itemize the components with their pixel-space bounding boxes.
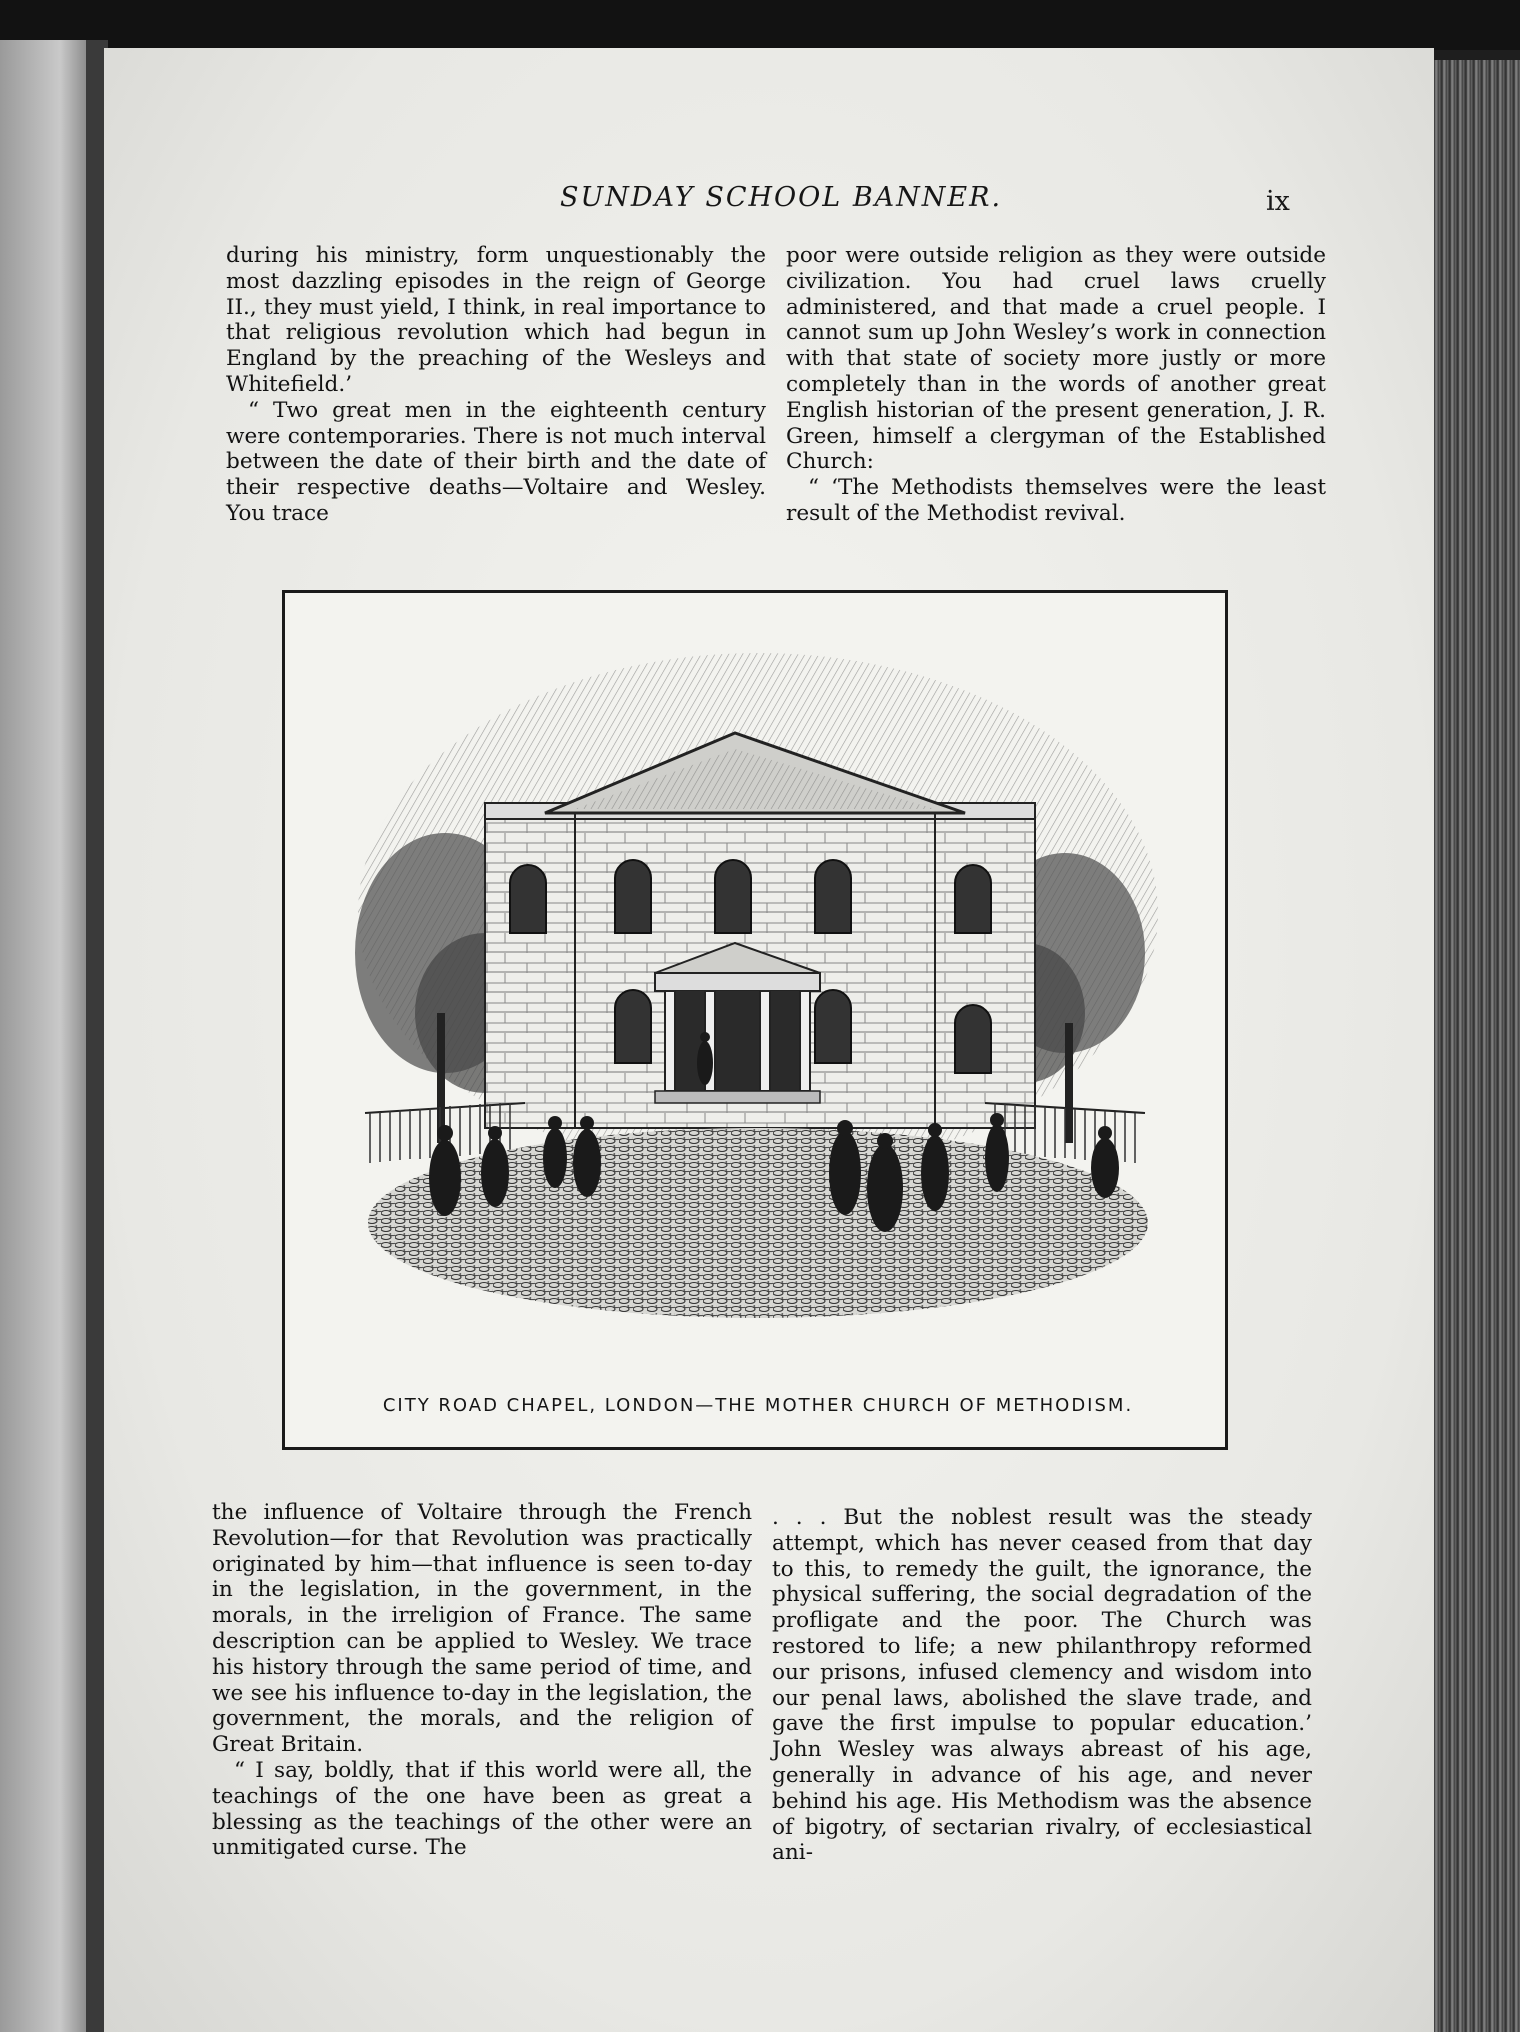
page-number: ix — [1266, 186, 1290, 217]
running-title: SUNDAY SCHOOL BANNER. — [560, 182, 1003, 213]
chapel-illustration — [282, 590, 1228, 1450]
paragraph: the influence of Voltaire through the French Revolution—for that Revolution was practically originated by him—that influence is seen to-day in the legislation, in the government, in the morals, in the irreligion of France. The same description can be applied to Wesley. We trace his history through the same period of time, and we see his influence to-day in the legislation, the government, the morals, and the religion of Great Britain. — [212, 1500, 752, 1758]
text-column-top-right — [786, 243, 1326, 527]
paragraph: “ Two great men in the eighteenth century were contemporaries. There is not much interval between the date of their birth and the date of their respective deaths—Voltaire and Wesley. You trace — [226, 397, 766, 526]
text-column-bottom-right — [772, 1505, 1312, 1866]
facing-page-edge — [0, 40, 100, 2032]
scan-top-border — [0, 0, 1520, 50]
paragraph: . . . But the noblest result was the steady attempt, which has never ceased from that day to this, to remedy the guilt, the ignorance, the physical suffering, the social degradation of the profligate and the poor. The Church was restored to life; a new philanthropy reformed our prisons, infused clemency and wisdom into our penal laws, abolished the slave trade, and gave the first impulse to popular education.’ John Wesley was always abreast of his age, generally in advance of his age, and never behind his age. His Methodism was the absence of bigotry, of sectarian rivalry, of ecclesiastical ani- — [772, 1505, 1312, 1866]
chapel-engraving-image — [325, 633, 1191, 1373]
paragraph: poor were outside religion as they were outside civilization. You had cruel laws cruelly administered, and that made a cruel people. I cannot sum up John Wesley’s work in connection with that state of society more justly or more completely than in the words of another great English historian of the present generation, J. R. Green, himself a clergyman of the Established Church: — [786, 243, 1326, 475]
figure-caption: CITY ROAD CHAPEL, LONDON—THE MOTHER CHURCH OF METHODISM. — [382, 1395, 1134, 1416]
paragraph: during his ministry, form unquestionably the most dazzling episodes in the reign of George II., they must yield, I think, in real importance to that religious revolution which had begun in England by the preaching of the Wesleys and Whitefield.’ — [226, 243, 766, 397]
paragraph: “ I say, boldly, that if this world were all, the teachings of the one have been as great a blessing as the teachings of the other were an unmitigated curse. The — [212, 1757, 752, 1861]
text-column-bottom-left — [212, 1500, 752, 1861]
paragraph: “ ‘The Methodists themselves were the least result of the Methodist revival. — [786, 475, 1326, 526]
text-column-top-left — [226, 243, 766, 527]
